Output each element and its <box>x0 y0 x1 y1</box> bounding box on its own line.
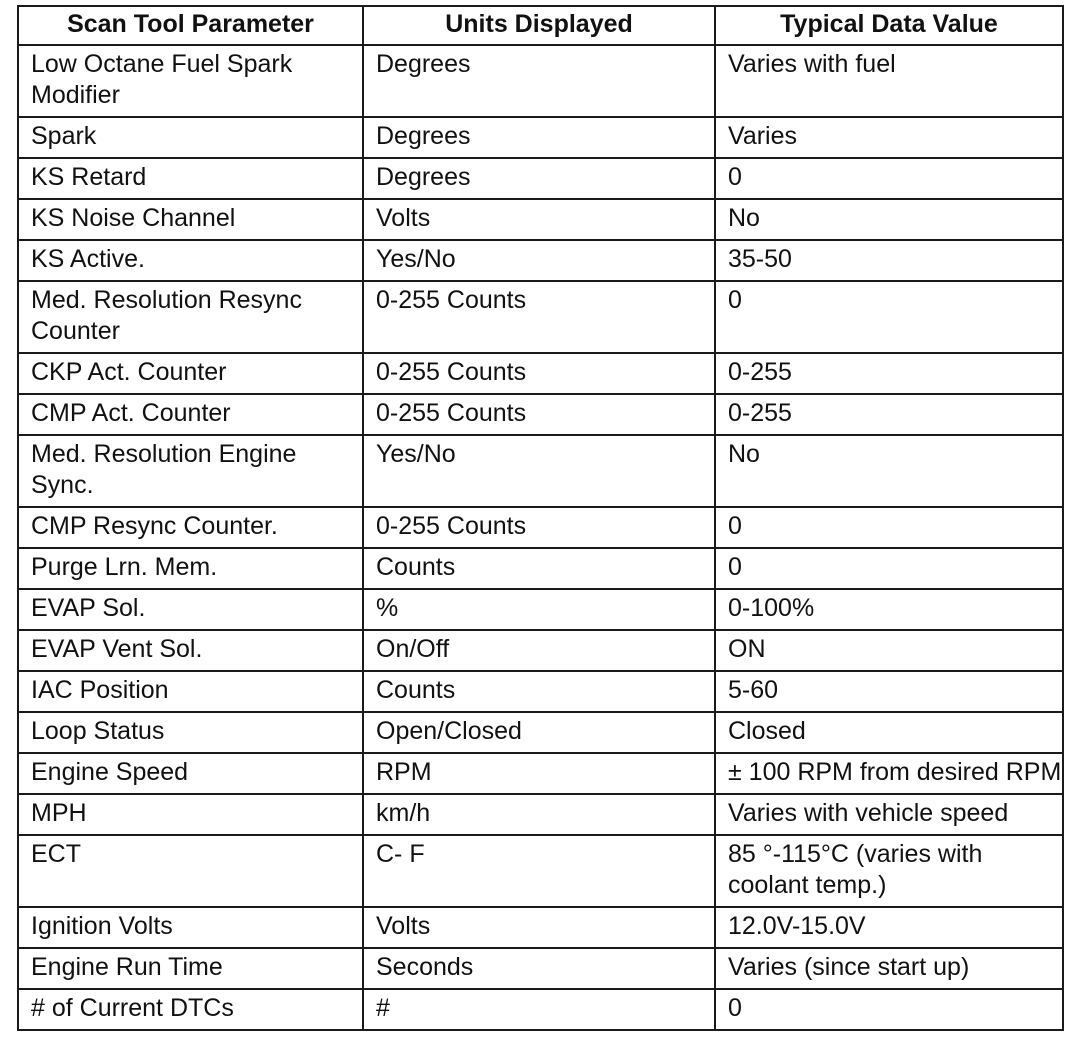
table-row <box>18 712 1063 753</box>
table-row <box>18 435 1063 507</box>
units-cell: On/Off <box>363 630 715 671</box>
units-cell: Degrees <box>363 45 715 117</box>
table-row <box>18 671 1063 712</box>
units-cell: Degrees <box>363 117 715 158</box>
parameter-cell: CMP Resync Counter. <box>18 507 363 548</box>
table-body <box>18 45 1063 1030</box>
typical-value-cell: 0-255 <box>715 394 1063 435</box>
units-cell: Yes/No <box>363 435 715 507</box>
units-cell: RPM <box>363 753 715 794</box>
header-scan-tool-parameter: Scan Tool Parameter <box>18 6 363 45</box>
parameter-cell: Engine Speed <box>18 753 363 794</box>
table-row <box>18 281 1063 353</box>
table-row <box>18 835 1063 907</box>
typical-value-cell: 0 <box>715 158 1063 199</box>
units-cell: Volts <box>363 907 715 948</box>
parameter-cell: Ignition Volts <box>18 907 363 948</box>
header-typical-data-value: Typical Data Value <box>715 6 1063 45</box>
parameter-cell: KS Retard <box>18 158 363 199</box>
table-row <box>18 589 1063 630</box>
typical-value-cell: 0 <box>715 507 1063 548</box>
parameter-cell: Med. Resolution Engine Sync. <box>18 435 363 507</box>
scan-tool-parameter-table <box>17 5 1064 1031</box>
typical-value-cell: 5-60 <box>715 671 1063 712</box>
parameter-cell: Med. Resolution Resync Counter <box>18 281 363 353</box>
parameter-cell: KS Noise Channel <box>18 199 363 240</box>
table-row <box>18 240 1063 281</box>
units-cell: Open/Closed <box>363 712 715 753</box>
units-cell: 0-255 Counts <box>363 507 715 548</box>
typical-value-cell: ON <box>715 630 1063 671</box>
table-row <box>18 548 1063 589</box>
parameter-cell: Purge Lrn. Mem. <box>18 548 363 589</box>
parameter-cell: EVAP Vent Sol. <box>18 630 363 671</box>
table-row <box>18 989 1063 1030</box>
units-cell: # <box>363 989 715 1030</box>
typical-value-cell: Varies (since start up) <box>715 948 1063 989</box>
parameter-cell: IAC Position <box>18 671 363 712</box>
units-cell: Counts <box>363 548 715 589</box>
typical-value-cell: 12.0V-15.0V <box>715 907 1063 948</box>
units-cell: Volts <box>363 199 715 240</box>
typical-value-cell: Varies with fuel <box>715 45 1063 117</box>
parameter-cell: CKP Act. Counter <box>18 353 363 394</box>
parameter-cell: Spark <box>18 117 363 158</box>
parameter-cell: Loop Status <box>18 712 363 753</box>
table-row <box>18 630 1063 671</box>
units-cell: 0-255 Counts <box>363 394 715 435</box>
units-cell: 0-255 Counts <box>363 353 715 394</box>
parameter-cell: EVAP Sol. <box>18 589 363 630</box>
table-row <box>18 507 1063 548</box>
units-cell: Degrees <box>363 158 715 199</box>
parameter-cell: MPH <box>18 794 363 835</box>
header-row <box>18 6 1063 45</box>
typical-value-cell: 0 <box>715 281 1063 353</box>
parameter-cell: CMP Act. Counter <box>18 394 363 435</box>
table-row <box>18 117 1063 158</box>
typical-value-cell: 0 <box>715 989 1063 1030</box>
table-row <box>18 353 1063 394</box>
table-row <box>18 158 1063 199</box>
table-row <box>18 907 1063 948</box>
units-cell: C- F <box>363 835 715 907</box>
typical-value-cell: 0-100% <box>715 589 1063 630</box>
units-cell: Yes/No <box>363 240 715 281</box>
parameter-cell: Low Octane Fuel Spark Modifier <box>18 45 363 117</box>
typical-value-cell: No <box>715 435 1063 507</box>
parameter-cell: ECT <box>18 835 363 907</box>
table-row <box>18 45 1063 117</box>
table-row <box>18 753 1063 794</box>
units-cell: Seconds <box>363 948 715 989</box>
typical-value-cell: Varies with vehicle speed <box>715 794 1063 835</box>
parameter-cell: # of Current DTCs <box>18 989 363 1030</box>
units-cell: 0-255 Counts <box>363 281 715 353</box>
units-cell: % <box>363 589 715 630</box>
typical-value-cell: ± 100 RPM from desired RPM <box>715 753 1063 794</box>
table-row <box>18 794 1063 835</box>
parameter-cell: Engine Run Time <box>18 948 363 989</box>
table-row <box>18 394 1063 435</box>
units-cell: km/h <box>363 794 715 835</box>
typical-value-cell: 0 <box>715 548 1063 589</box>
header-units-displayed: Units Displayed <box>363 6 715 45</box>
parameter-cell: KS Active. <box>18 240 363 281</box>
typical-value-cell: No <box>715 199 1063 240</box>
typical-value-cell: 35-50 <box>715 240 1063 281</box>
units-cell: Counts <box>363 671 715 712</box>
typical-value-cell: Varies <box>715 117 1063 158</box>
typical-value-cell: Closed <box>715 712 1063 753</box>
typical-value-cell: 0-255 <box>715 353 1063 394</box>
typical-value-cell: 85 °-115°C (varies with coolant temp.) <box>715 835 1063 907</box>
table-row <box>18 948 1063 989</box>
table-row <box>18 199 1063 240</box>
